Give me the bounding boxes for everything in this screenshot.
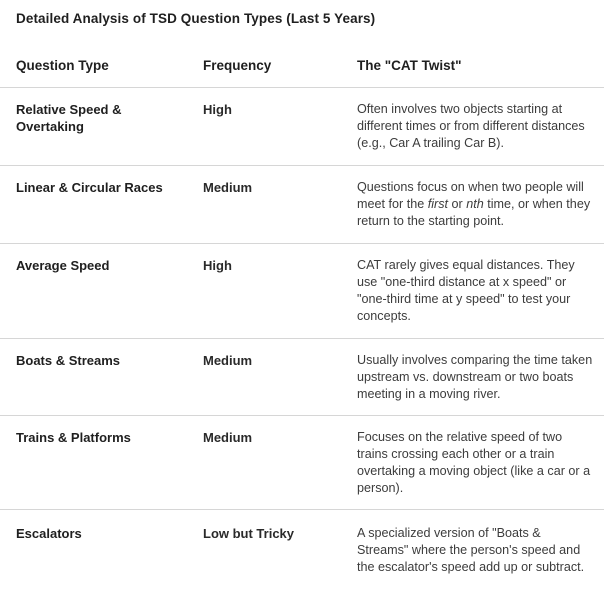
row-divider bbox=[0, 415, 604, 416]
header-frequency: Frequency bbox=[203, 58, 272, 73]
row-divider bbox=[0, 165, 604, 166]
frequency-cell: High bbox=[203, 102, 232, 117]
frequency-cell: Low but Tricky bbox=[203, 526, 295, 541]
row-divider bbox=[0, 243, 604, 244]
frequency-cell: Medium bbox=[203, 353, 253, 368]
frequency-cell: Medium bbox=[203, 180, 253, 195]
cat-twist-cell: A specialized version of "Boats & Streams" where the person's speed and the escalator's speed add up or subtract. bbox=[357, 526, 585, 574]
cat-twist-cell: CAT rarely gives equal distances. They use "one-third distance at x speed" or "one-third time at y speed" to test your concepts. bbox=[357, 258, 575, 323]
header-cat-twist: The "CAT Twist" bbox=[357, 58, 462, 73]
row-divider bbox=[0, 338, 604, 339]
question-type-cell: Linear & Circular Races bbox=[16, 180, 163, 195]
cat-twist-cell: Usually involves comparing the time taken upstream vs. downstream or two boats meeting in a moving river. bbox=[357, 353, 593, 401]
cat-twist-cell: Focuses on the relative speed of two trains crossing each other or a train overtaking a moving object (like a car or a person). bbox=[357, 430, 591, 495]
header-divider bbox=[0, 87, 604, 88]
page-title: Detailed Analysis of TSD Question Types (Last 5 Years) bbox=[16, 11, 376, 26]
cat-twist-cell: Often involves two objects starting at different times or from different distances (e.g., Car A trailing Car B). bbox=[357, 102, 585, 150]
row-divider bbox=[0, 509, 604, 510]
question-type-cell: Relative Speed & Overtaking bbox=[16, 102, 122, 134]
header-question-type: Question Type bbox=[16, 58, 109, 73]
frequency-cell: High bbox=[203, 258, 232, 273]
frequency-cell: Medium bbox=[203, 430, 253, 445]
question-type-cell: Escalators bbox=[16, 526, 82, 541]
question-type-cell: Average Speed bbox=[16, 258, 110, 273]
question-type-cell: Trains & Platforms bbox=[16, 430, 131, 445]
question-type-cell: Boats & Streams bbox=[16, 353, 121, 368]
cat-twist-cell: Questions focus on when two people will meet for the first or nth time, or when they return to the starting point. bbox=[357, 180, 591, 228]
